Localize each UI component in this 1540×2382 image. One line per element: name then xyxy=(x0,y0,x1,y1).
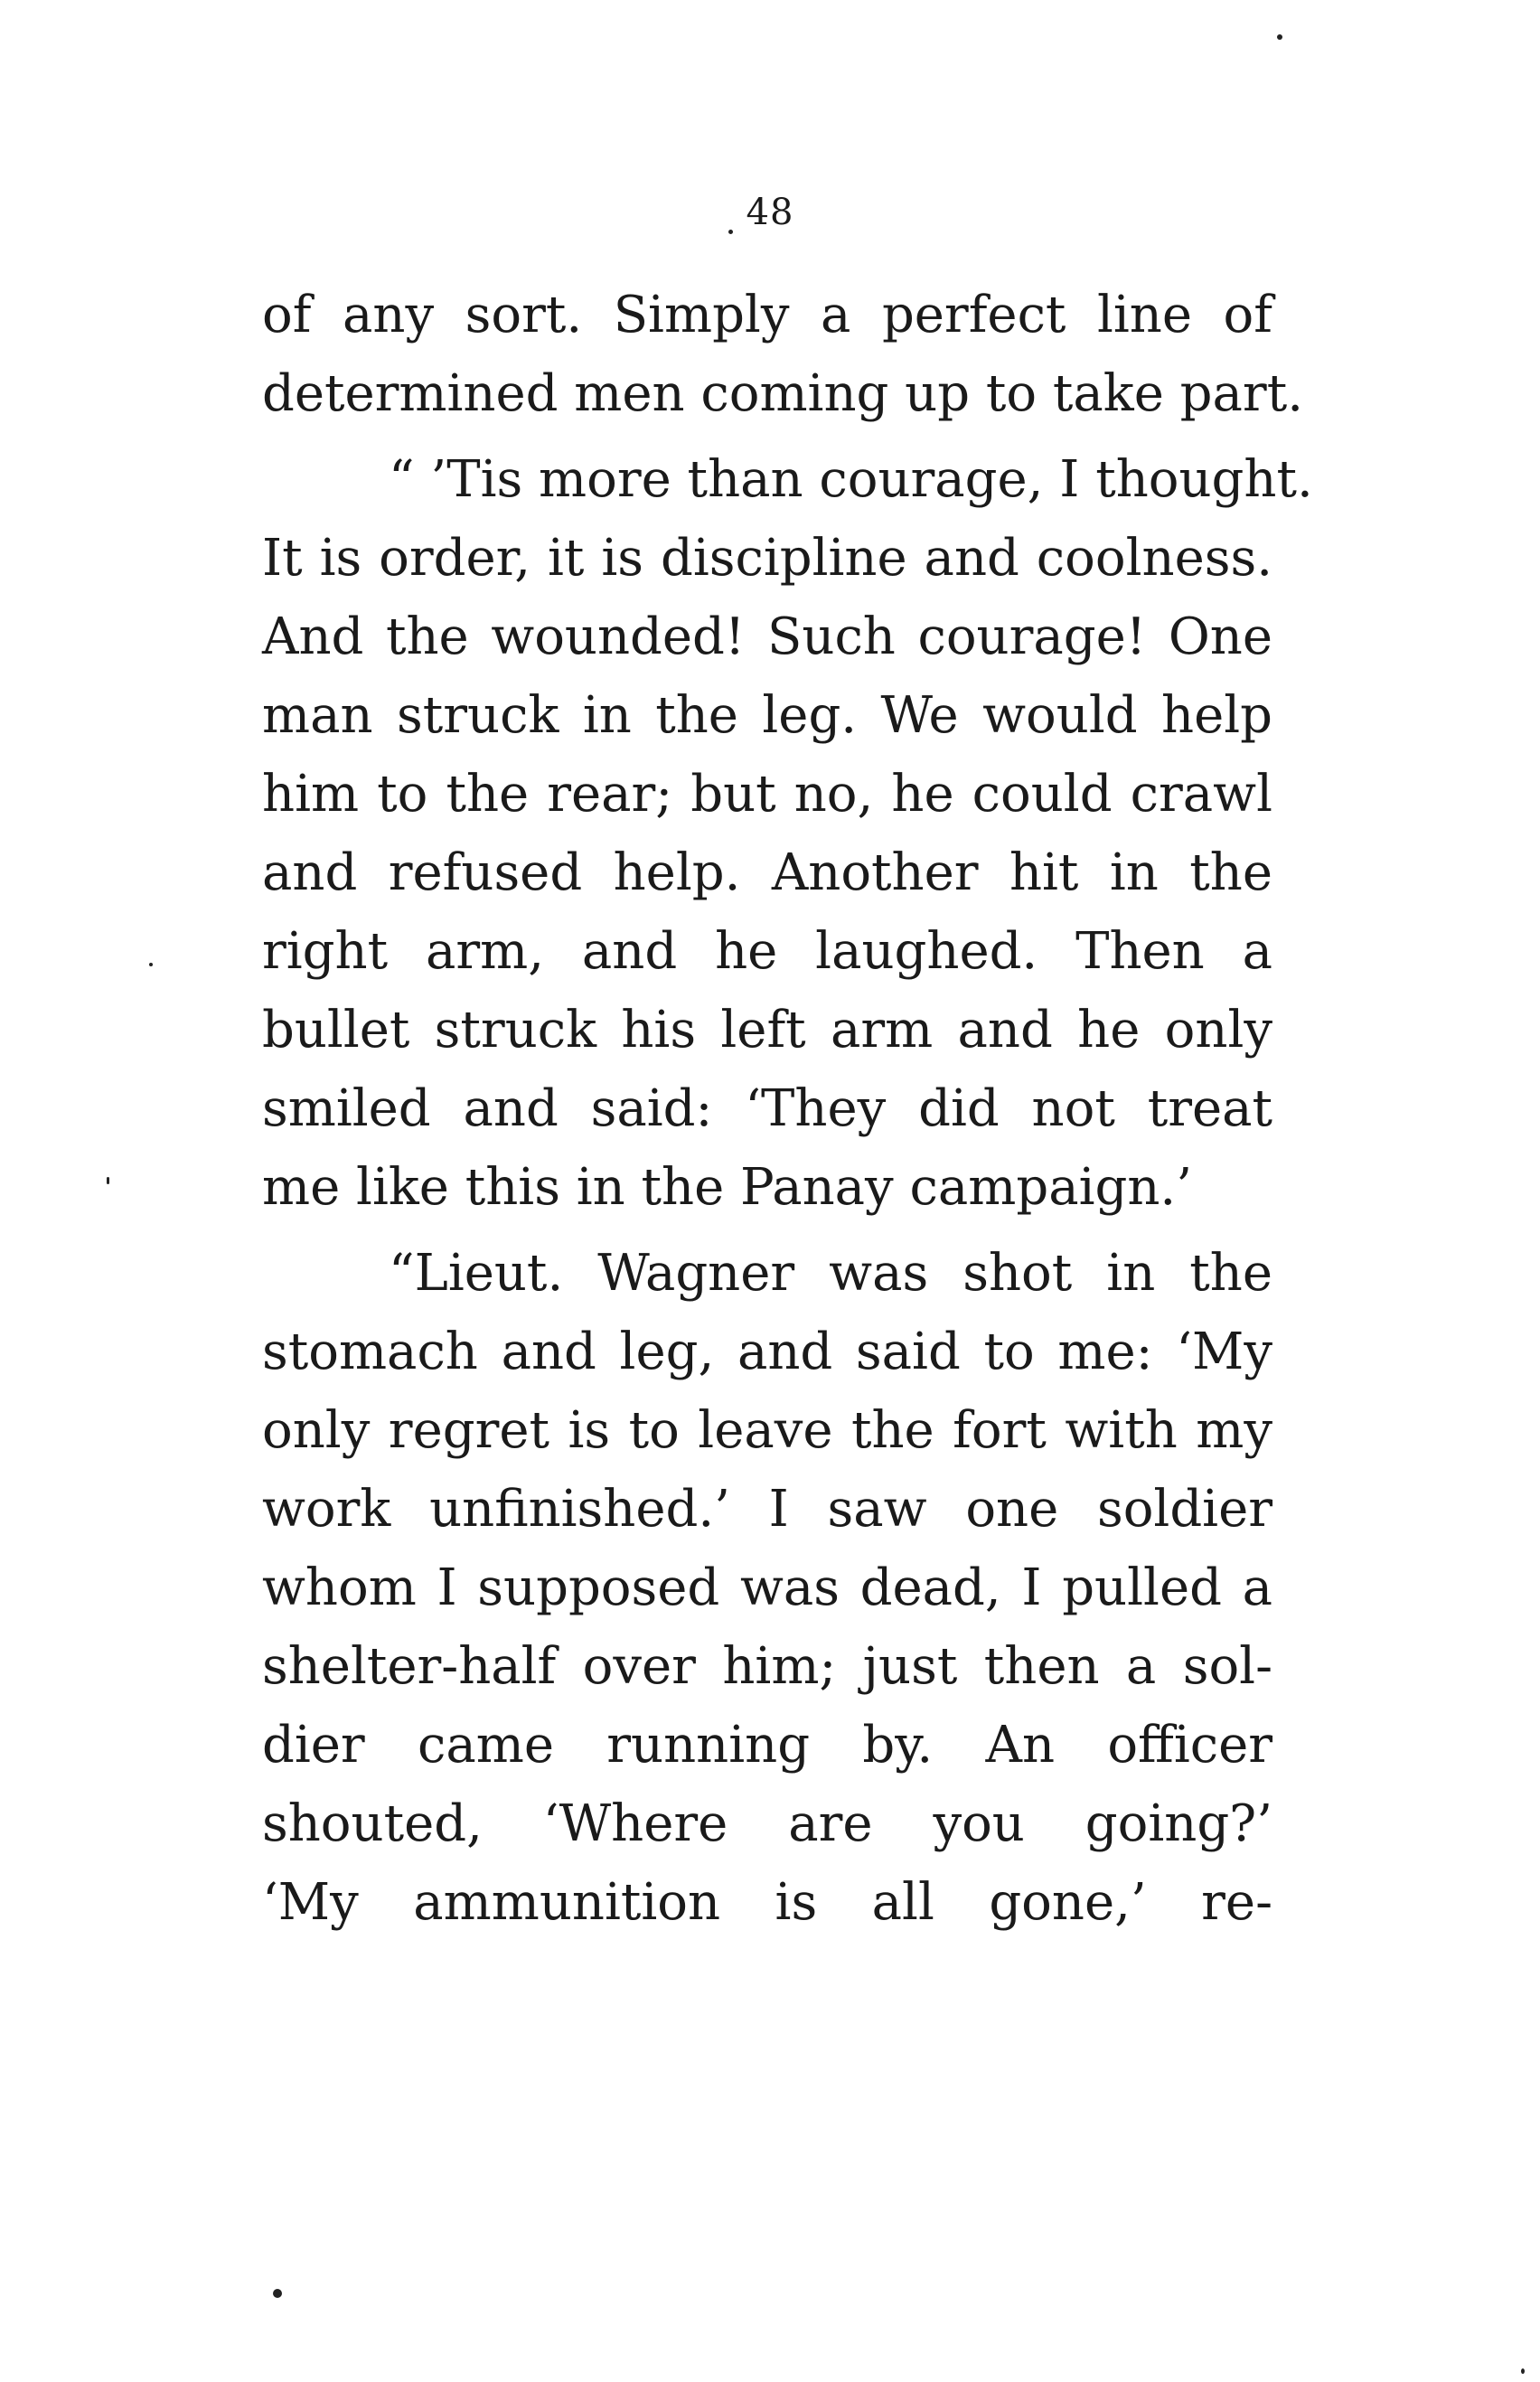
paper-speck xyxy=(107,1177,109,1184)
text-line: only regret is to leave the fort with my xyxy=(262,1401,1272,1460)
body-text xyxy=(262,276,1313,1942)
paper-speck xyxy=(149,963,153,966)
text-line: “Lieut. Wagner was shot in the xyxy=(389,1244,1272,1303)
text-line: man struck in the leg. We would help xyxy=(262,686,1272,745)
text-line: shouted, ‘Where are you going?’ xyxy=(262,1794,1272,1853)
paper-speck xyxy=(1277,34,1282,40)
text-line: “ ’Tis more than courage, I thought. xyxy=(389,450,1313,509)
text-line: smiled and said: ‘They did not treat xyxy=(262,1079,1272,1138)
text-line: me like this in the Panay campaign.’ xyxy=(262,1158,1192,1217)
page-number: 48 xyxy=(746,192,794,233)
text-line: stomach and leg, and said to me: ‘My xyxy=(262,1323,1272,1381)
text-line: ‘My ammunition is all gone,’ re- xyxy=(262,1873,1272,1932)
text-line: dier came running by. An officer xyxy=(262,1716,1272,1775)
text-line: and refused help. Another hit in the xyxy=(262,843,1272,902)
paragraph xyxy=(262,1234,1272,1942)
paper-speck xyxy=(728,230,733,234)
paragraph xyxy=(262,440,1313,1227)
text-line: right arm, and he laughed. Then a xyxy=(262,922,1272,981)
paper-speck xyxy=(1521,2368,1525,2374)
text-line: It is order, it is discipline and coolness. xyxy=(262,529,1272,588)
text-line: whom I supposed was dead, I pulled a xyxy=(262,1558,1272,1617)
text-line: shelter-half over him; just then a sol- xyxy=(262,1637,1272,1696)
text-line: bullet struck his left arm and he only xyxy=(262,1001,1272,1059)
text-line: him to the rear; but no, he could crawl xyxy=(262,765,1272,824)
text-line: of any sort. Simply a perfect line of xyxy=(262,286,1272,344)
paragraph xyxy=(262,276,1303,433)
text-line: determined men coming up to take part. xyxy=(262,364,1303,423)
text-line: work unfinished.’ I saw one soldier xyxy=(262,1480,1272,1539)
text-line: And the wounded! Such courage! One xyxy=(262,607,1272,666)
paper-speck xyxy=(273,2289,282,2298)
